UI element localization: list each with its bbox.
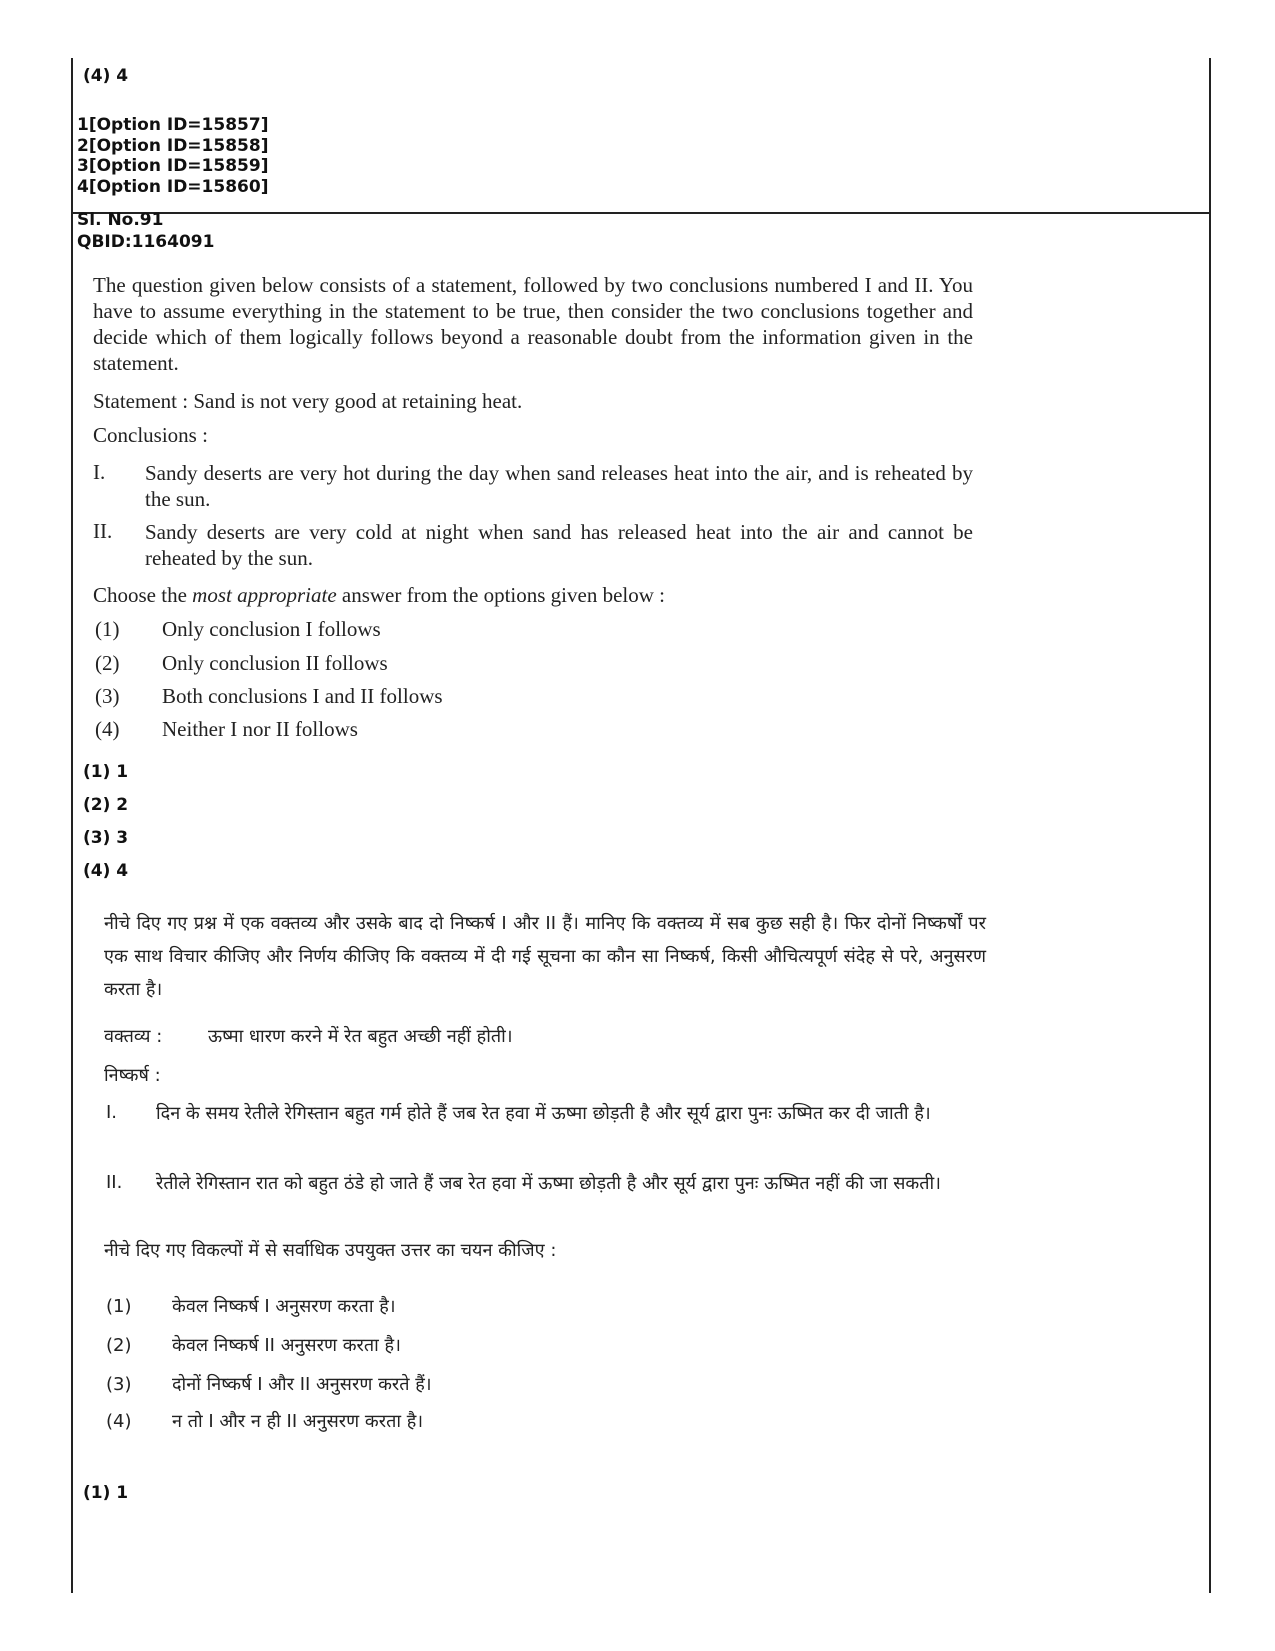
answer-option: (1) 1 xyxy=(83,1483,129,1503)
option-number: (2) xyxy=(95,651,120,675)
option-number: (4) xyxy=(95,717,120,741)
conclusion-text: Sandy deserts are very cold at night when sand has released heat into the air and cannot be reheated by the sun. xyxy=(145,520,973,570)
section-divider xyxy=(71,212,1211,214)
option-id: 3[Option ID=15859] xyxy=(77,156,269,176)
hindi-conclusions-label: निष्कर्ष : xyxy=(104,1065,161,1086)
english-intro: The question given below consists of a statement, followed by two conclusions numbered I and II. You have to assume everything in the statement to be true, then consider the two conclusions together and decide which of them logically follows beyond a reasonable doubt from the information given in the statement. xyxy=(93,273,973,375)
option-id: 4[Option ID=15860] xyxy=(77,176,269,197)
option-text: केवल निष्कर्ष I अनुसरण करता है। xyxy=(172,1296,396,1317)
english-statement: Statement : Sand is not very good at retaining heat. xyxy=(93,389,523,413)
serial-number: Sl. No.91 xyxy=(77,210,164,230)
option-text: Both conclusions I and II follows xyxy=(162,684,443,708)
conclusion-number: II. xyxy=(106,1172,123,1193)
hindi-choose-instruction: नीचे दिए गए विकल्पों में से सर्वाधिक उपयुक्त उत्तर का चयन कीजिए : xyxy=(104,1240,557,1261)
hindi-intro: नीचे दिए गए प्रश्न में एक वक्तव्य और उसके बाद दो निष्कर्ष I और II हैं। मानिए कि वक्तव्य में सब कुछ सही है। फिर दोनों निष्कर्षों पर एक साथ विचार कीजिए और निर्णय कीजिए कि वक्तव्य में दी गई सूचना का कौन सा निष्कर्ष, किसी औचित्यपूर्ण संदेह से परे, अनुसरण करता है। xyxy=(104,913,986,1000)
option-number: (3) xyxy=(95,684,120,708)
english-conclusions-label: Conclusions : xyxy=(93,423,208,447)
english-choose-instruction: Choose the most appropriate answer from the options given below : xyxy=(93,583,665,607)
qbid: QBID:1164091 xyxy=(77,232,215,252)
hindi-statement: ऊष्मा धारण करने में रेत बहुत अच्छी नहीं होती। xyxy=(208,1026,513,1047)
option-text: केवल निष्कर्ष II अनुसरण करता है। xyxy=(172,1335,401,1356)
answer-option: (2) 2 xyxy=(83,795,129,815)
option-text: Only conclusion II follows xyxy=(162,651,388,675)
question-header xyxy=(77,209,214,253)
conclusion-text: Sandy deserts are very hot during the day when sand releases heat into the air, and is reheated by the sun. xyxy=(145,461,973,511)
answer-option: (3) 3 xyxy=(83,828,129,848)
conclusion-number: II. xyxy=(93,519,113,543)
option-text: Neither I nor II follows xyxy=(162,717,358,741)
option-number: (3) xyxy=(106,1374,132,1395)
conclusion-text: रेतीले रेगिस्तान रात को बहुत ठंडे हो जाते हैं जब रेत हवा में ऊष्मा छोड़ती है और सूर्य द्वारा पुनः ऊष्मित नहीं की जा सकती। xyxy=(156,1173,941,1194)
option-id: 1[Option ID=15857] xyxy=(77,115,269,135)
option-id-list xyxy=(77,115,268,197)
conclusion-number: I. xyxy=(93,460,106,484)
prev-answer: (4) 4 xyxy=(83,66,129,86)
left-border xyxy=(71,58,73,1593)
option-text: Only conclusion I follows xyxy=(162,617,381,641)
option-number: (1) xyxy=(95,617,120,641)
conclusion-text: दिन के समय रेतीले रेगिस्तान बहुत गर्म होते हैं जब रेत हवा में ऊष्मा छोड़ती है और सूर्य द्वारा पुनः ऊष्मित कर दी जाती है। xyxy=(156,1103,931,1124)
option-text: न तो I और न ही II अनुसरण करता है। xyxy=(172,1411,424,1432)
option-number: (2) xyxy=(106,1335,132,1356)
conclusion-number: I. xyxy=(106,1102,118,1123)
option-text: दोनों निष्कर्ष I और II अनुसरण करते हैं। xyxy=(172,1374,432,1395)
right-border xyxy=(1209,58,1211,1593)
option-number: (1) xyxy=(106,1296,132,1317)
answer-option: (1) 1 xyxy=(83,762,129,782)
answer-option: (4) 4 xyxy=(83,861,129,881)
hindi-statement-label: वक्तव्य : xyxy=(104,1026,163,1047)
option-number: (4) xyxy=(106,1411,132,1432)
option-id: 2[Option ID=15858] xyxy=(77,135,269,156)
